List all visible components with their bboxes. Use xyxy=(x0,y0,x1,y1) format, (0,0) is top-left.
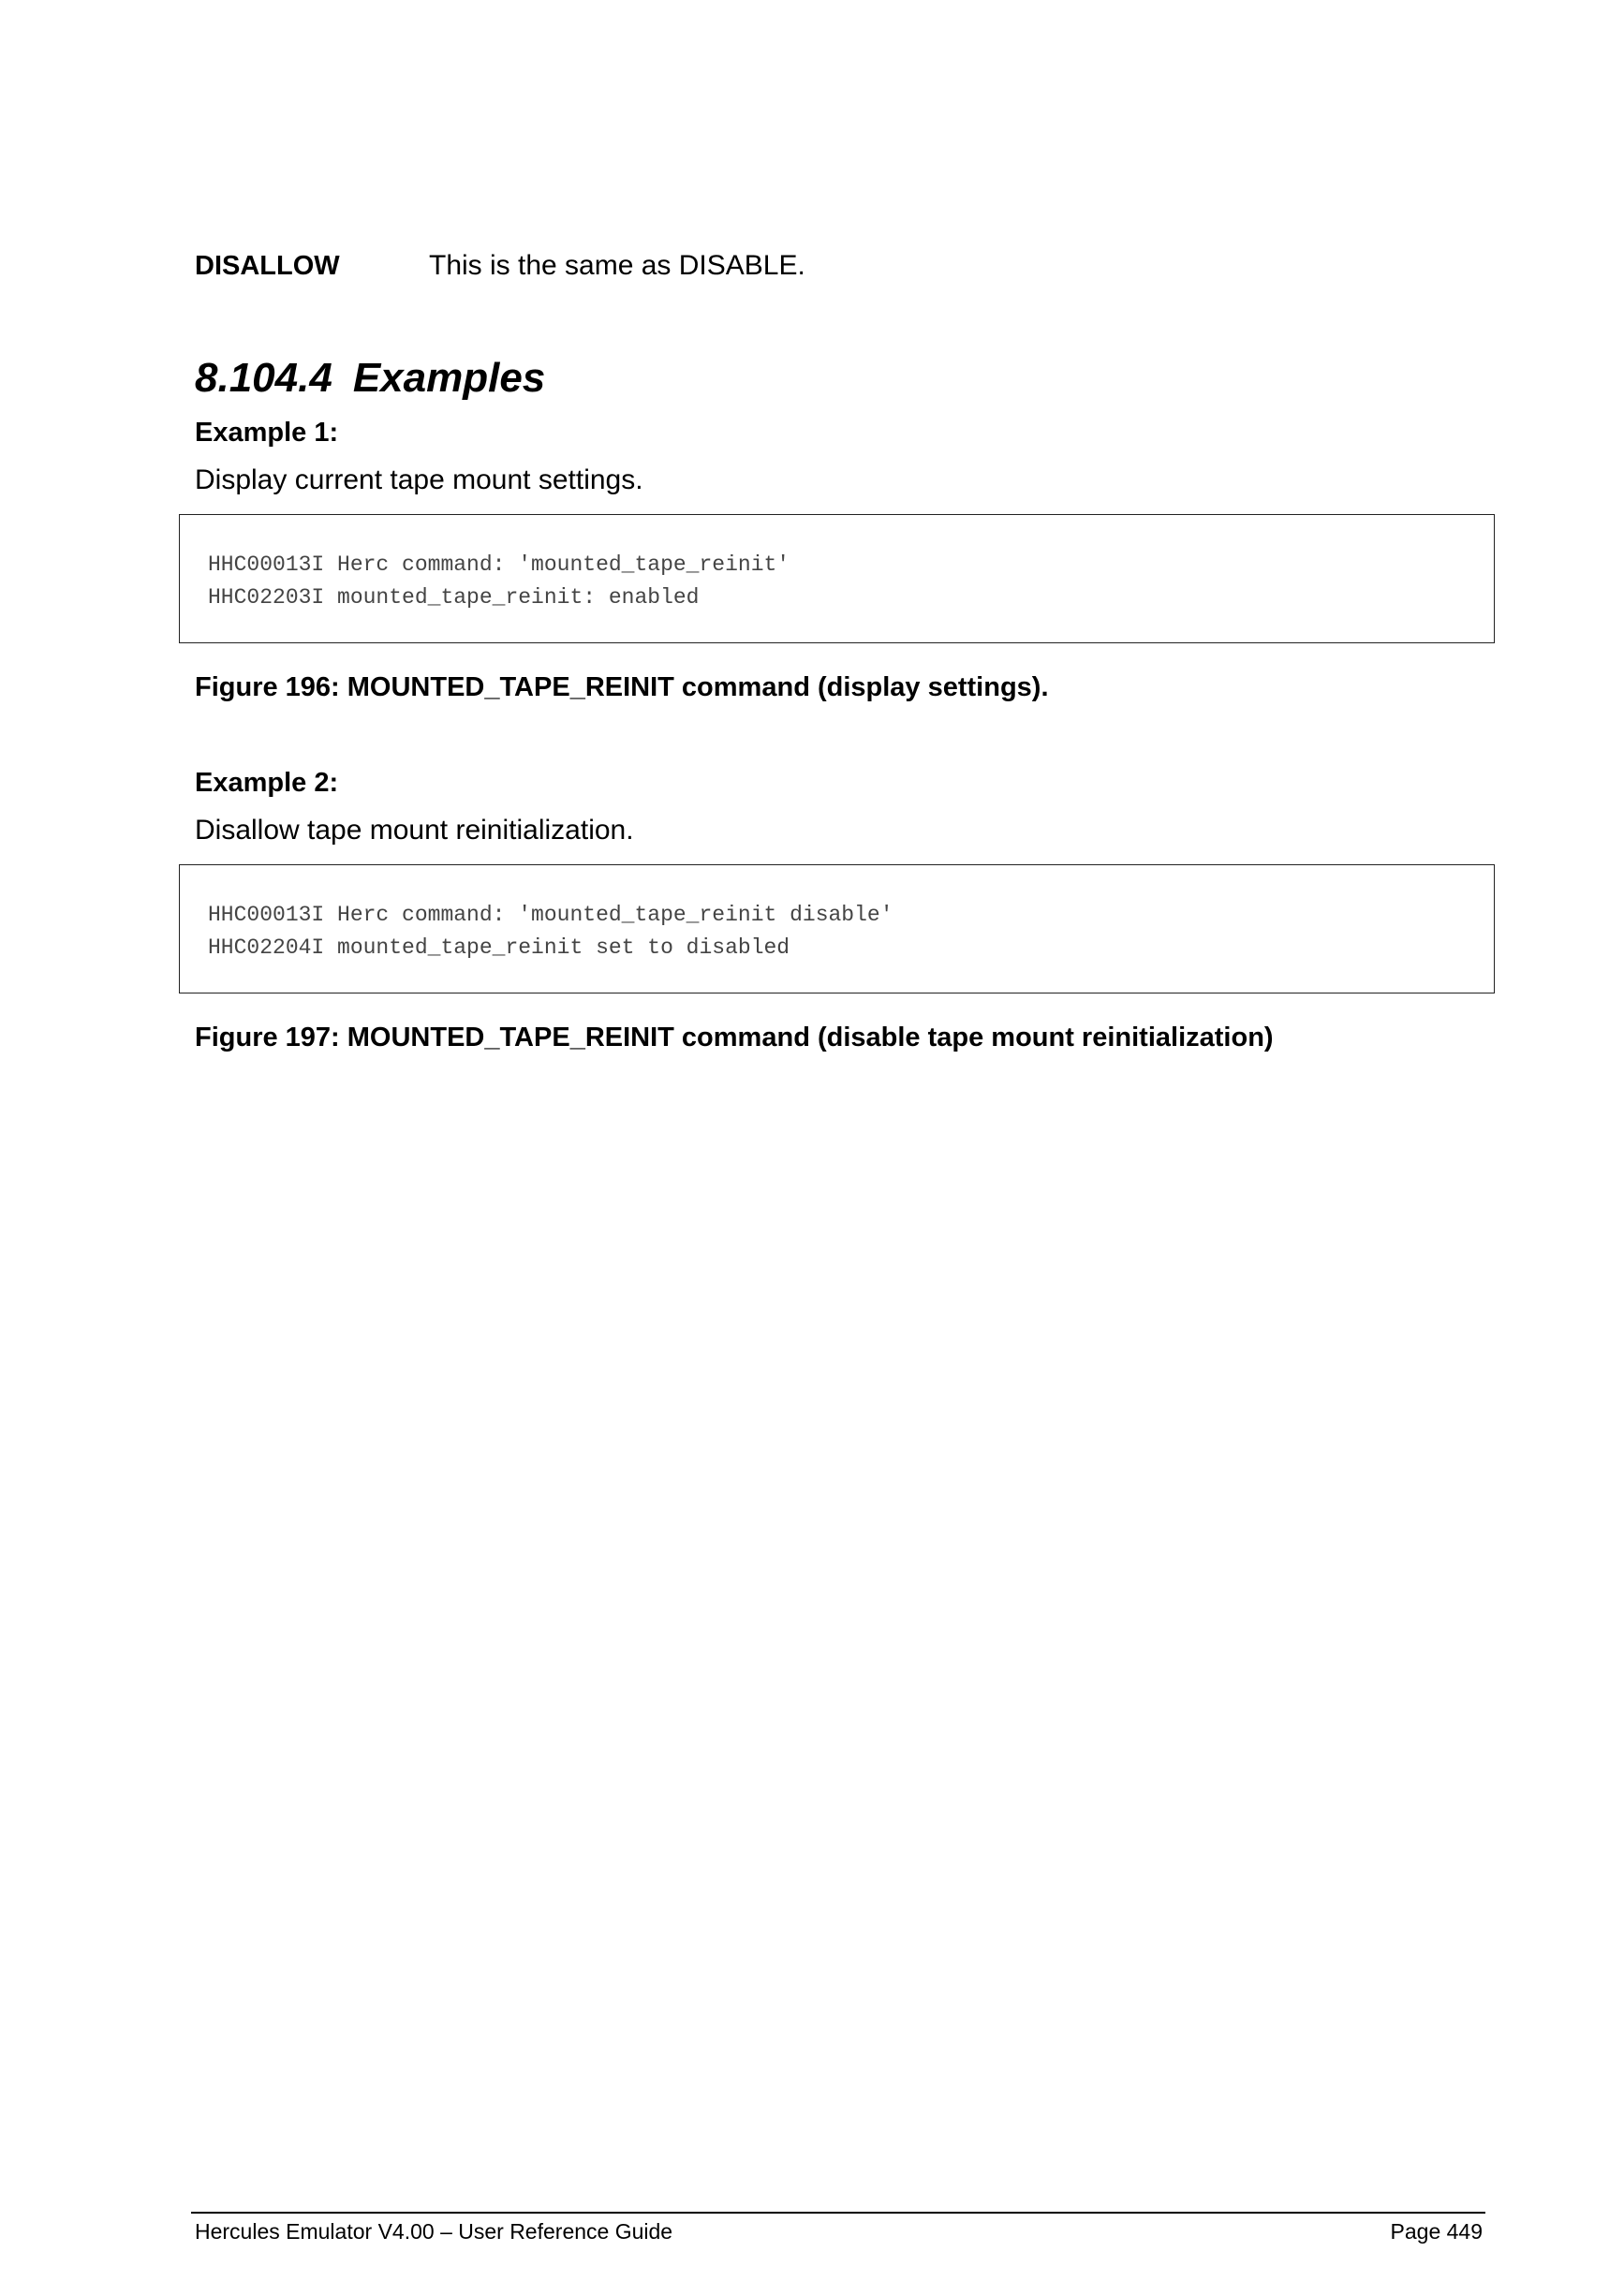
code-line: HHC02204I mounted_tape_reinit set to disabled xyxy=(208,935,790,960)
example-2-title: Example 2: xyxy=(195,768,339,798)
section-heading xyxy=(195,352,545,405)
example-2-code-block xyxy=(179,864,1495,993)
figure-196-caption: Figure 196: MOUNTED_TAPE_REINIT command (display settings). xyxy=(195,672,1049,702)
section-title: Examples xyxy=(352,355,546,401)
code-line: HHC00013I Herc command: 'mounted_tape_reinit disable' xyxy=(208,903,893,927)
code-line: HHC00013I Herc command: 'mounted_tape_reinit' xyxy=(208,552,790,577)
definition-description: This is the same as DISABLE. xyxy=(429,250,805,281)
section-number: 8.104.4 xyxy=(195,355,332,401)
example-2-description: Disallow tape mount reinitialization. xyxy=(195,815,634,846)
footer-divider xyxy=(191,2212,1485,2214)
footer-document-title: Hercules Emulator V4.00 – User Reference Guide xyxy=(195,2219,673,2244)
definition-term: DISALLOW xyxy=(195,251,340,281)
code-line: HHC02203I mounted_tape_reinit: enabled xyxy=(208,585,700,610)
example-1-description: Display current tape mount settings. xyxy=(195,464,643,495)
footer-page-number: Page 449 xyxy=(1390,2219,1483,2244)
figure-197-caption: Figure 197: MOUNTED_TAPE_REINIT command (disable tape mount reinitialization) xyxy=(195,1023,1274,1052)
example-1-code-block xyxy=(179,514,1495,643)
example-1-title: Example 1: xyxy=(195,418,339,448)
